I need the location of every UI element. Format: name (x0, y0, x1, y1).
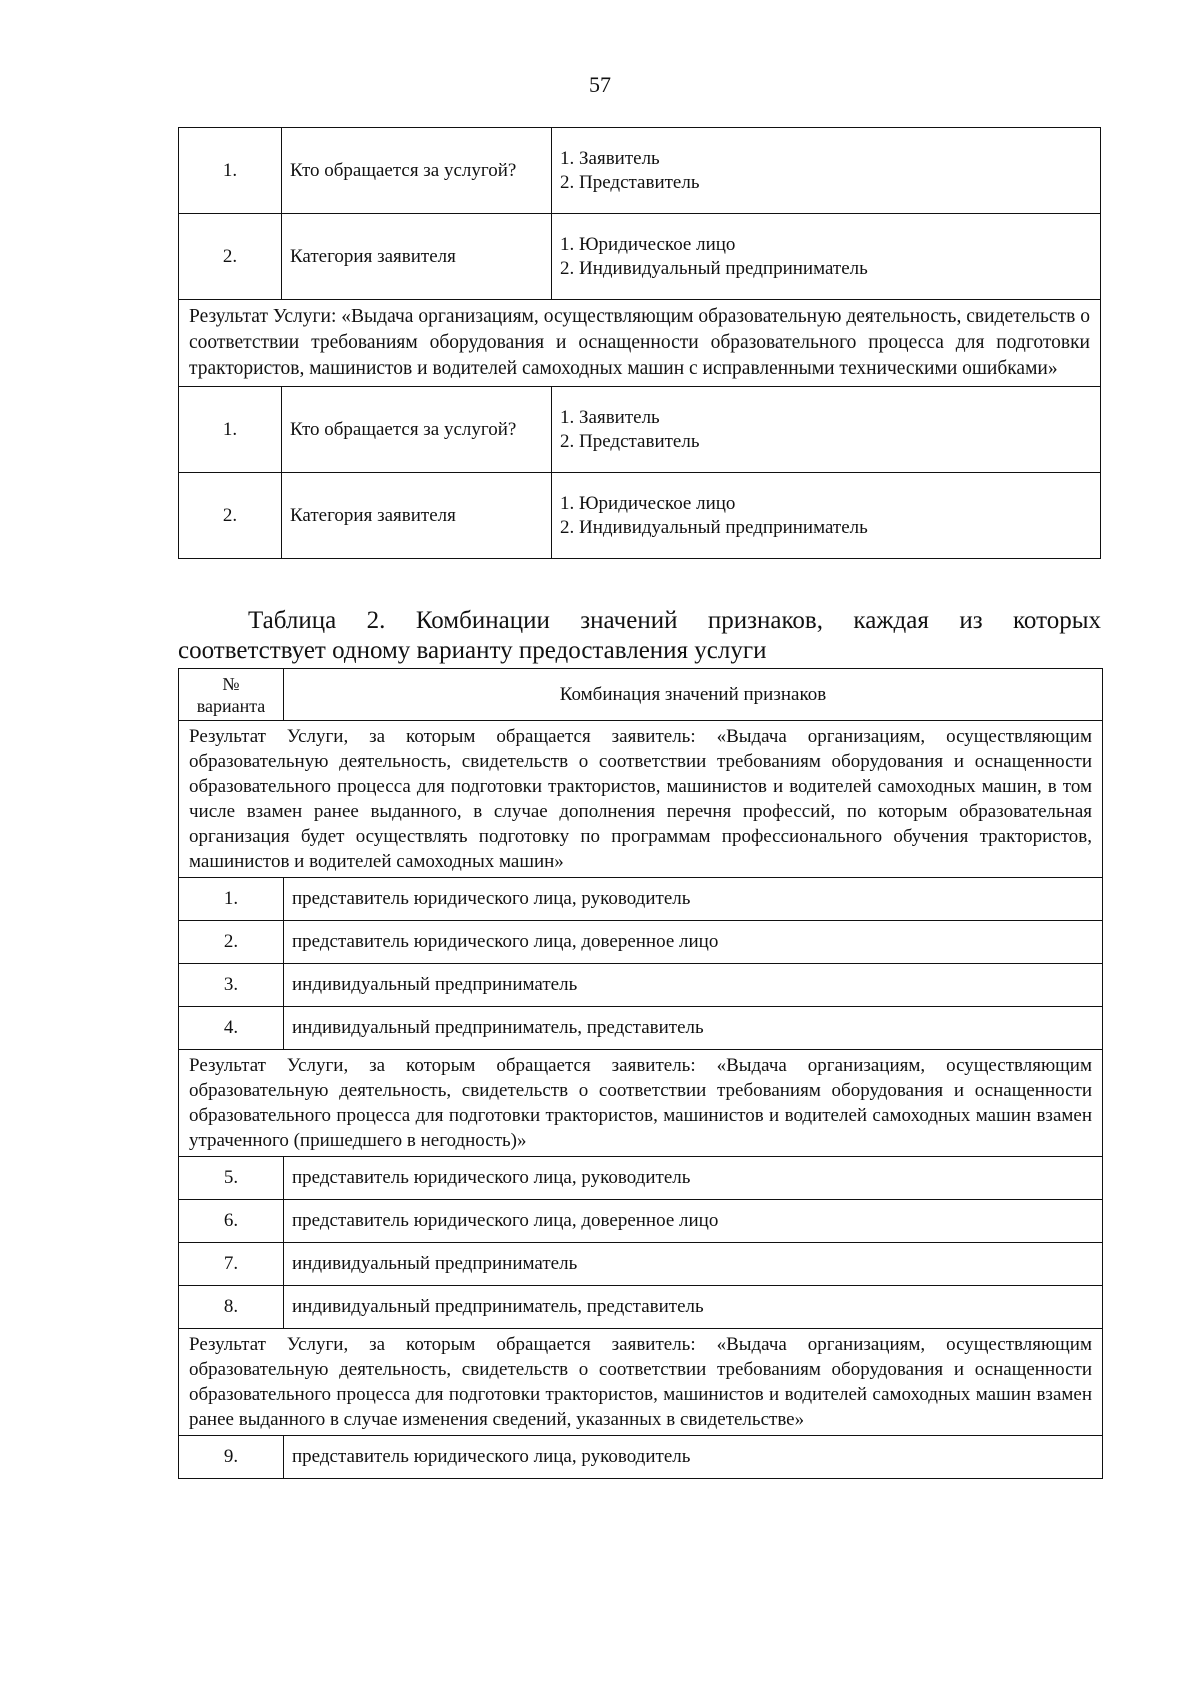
result-text: Результат Услуги: «Выдача организациям, осуществляющим образовательную деятельность, свидетельств о соответствии требованиям оборудования и оснащенности образовательного процесса для подготовки трактористов, машинистов и водителей самоходных машин с исправленными техническими ошибками» (179, 300, 1101, 387)
option-item: 1. Заявитель (560, 406, 660, 428)
result-text: Результат Услуги, за которым обращается заявитель: «Выдача организациям, осуществляющим образовательную деятельность, свидетельств о соответствии требованиям оборудования и оснащенности образовательного процесса для подготовки трактористов, машинистов и водителей самоходных машин взамен ранее выданного в случае изменения сведений, указанных в свидетельстве» (179, 1329, 1103, 1436)
variant-number: 9. (179, 1436, 284, 1479)
result-row (179, 1050, 1103, 1157)
result-row (179, 300, 1101, 387)
table-caption (178, 606, 1101, 666)
caption-line: Таблица 2. Комбинации значений признаков, каждая из которых (248, 607, 1101, 634)
variant-number: 8. (179, 1286, 284, 1329)
option-item: 1. Заявитель (560, 147, 660, 169)
row-number: 2. (179, 473, 282, 559)
table-row (179, 473, 1101, 559)
table-row (179, 1436, 1103, 1479)
table-row (179, 1007, 1103, 1050)
criteria-table (178, 127, 1101, 559)
variant-number: 6. (179, 1200, 284, 1243)
row-number: 1. (179, 128, 282, 214)
result-text: Результат Услуги, за которым обращается заявитель: «Выдача организациям, осуществляющим образовательную деятельность, свидетельств о соответствии требованиям оборудования и оснащенности образовательного процесса для подготовки трактористов, машинистов и водителей самоходных машин, в том числе взамен ранее выданного, в случае дополнения перечня профессий, по которым образовательная организация будет осуществлять подготовку по программам профессионального обучения трактористов, машинистов и водителей самоходных машин» (179, 721, 1103, 878)
option-item: 2. Представитель (560, 430, 700, 452)
option-item: 2. Представитель (560, 171, 700, 193)
variant-combination: представитель юридического лица, руководитель (284, 1157, 1103, 1200)
variant-number: 1. (179, 878, 284, 921)
variant-combination: индивидуальный предприниматель (284, 964, 1103, 1007)
variant-number: 4. (179, 1007, 284, 1050)
variant-combination: индивидуальный предприниматель (284, 1243, 1103, 1286)
variant-combination: индивидуальный предприниматель, представитель (284, 1286, 1103, 1329)
option-item: 2. Индивидуальный предприниматель (560, 257, 868, 279)
table-row (179, 128, 1101, 214)
table-row (179, 921, 1103, 964)
table-row (179, 878, 1103, 921)
combination-header: Комбинация значений признаков (284, 669, 1103, 721)
table-row (179, 964, 1103, 1007)
variant-combination: представитель юридического лица, доверенное лицо (284, 1200, 1103, 1243)
table-row (179, 1200, 1103, 1243)
question-cell: Кто обращается за услугой? (282, 387, 552, 473)
table-row (179, 1286, 1103, 1329)
table-row (179, 1243, 1103, 1286)
table-row (179, 387, 1101, 473)
row-number: 1. (179, 387, 282, 473)
options-cell (552, 473, 1101, 559)
variant-combination: представитель юридического лица, доверенное лицо (284, 921, 1103, 964)
question-cell: Кто обращается за услугой? (282, 128, 552, 214)
variant-combination: представитель юридического лица, руководитель (284, 878, 1103, 921)
row-number: 2. (179, 214, 282, 300)
variant-combination: представитель юридического лица, руководитель (284, 1436, 1103, 1479)
variant-number: 5. (179, 1157, 284, 1200)
table-row (179, 1157, 1103, 1200)
variant-number: 7. (179, 1243, 284, 1286)
option-item: 2. Индивидуальный предприниматель (560, 516, 868, 538)
header-row (179, 669, 1103, 721)
page-number: 57 (589, 72, 611, 97)
option-item: 1. Юридическое лицо (560, 492, 736, 514)
options-cell (552, 387, 1101, 473)
caption-line: соответствует одному варианту предоставления услуги (178, 637, 767, 664)
variant-number-header: № варианта (179, 669, 284, 721)
table-row (179, 214, 1101, 300)
variant-combination: индивидуальный предприниматель, представитель (284, 1007, 1103, 1050)
option-item: 1. Юридическое лицо (560, 233, 736, 255)
question-cell: Категория заявителя (282, 214, 552, 300)
options-cell (552, 214, 1101, 300)
result-row (179, 1329, 1103, 1436)
result-text: Результат Услуги, за которым обращается заявитель: «Выдача организациям, осуществляющим образовательную деятельность, свидетельств о соответствии требованиям оборудования и оснащенности образовательного процесса для подготовки трактористов, машинистов и водителей самоходных машин взамен утраченного (пришедшего в негодность)» (179, 1050, 1103, 1157)
variant-number: 2. (179, 921, 284, 964)
variants-table (178, 668, 1103, 1479)
result-row (179, 721, 1103, 878)
options-cell (552, 128, 1101, 214)
variant-number: 3. (179, 964, 284, 1007)
question-cell: Категория заявителя (282, 473, 552, 559)
